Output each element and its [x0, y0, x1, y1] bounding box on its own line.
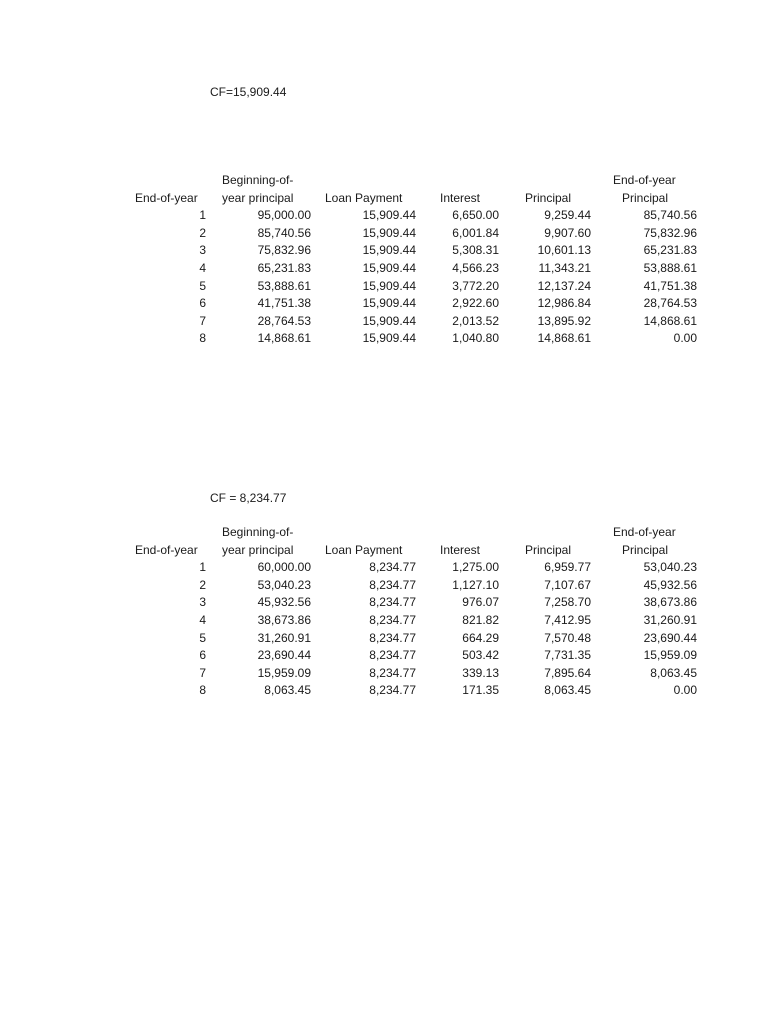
beginning-principal-cell: 53,040.23 — [257, 577, 311, 592]
interest-cell: 664.29 — [462, 630, 499, 645]
end-principal-cell: 41,751.38 — [643, 278, 697, 293]
loan-payment-cell: 8,234.77 — [369, 577, 416, 592]
cf-label-2: CF = 8,234.77 — [210, 491, 287, 505]
interest-cell: 2,013.52 — [452, 313, 499, 328]
loan-payment-cell: 15,909.44 — [362, 313, 416, 328]
header-end-of-year: End-of-year — [135, 190, 198, 205]
loan-payment-cell: 15,909.44 — [362, 225, 416, 240]
year-cell: 8 — [199, 683, 206, 698]
year-cell: 1 — [199, 208, 206, 223]
year-cell: 4 — [199, 261, 206, 275]
interest-cell: 1,040.80 — [452, 331, 499, 346]
end-principal-cell: 14,868.61 — [643, 313, 697, 328]
principal-cell: 7,570.48 — [544, 630, 591, 645]
year-cell: 3 — [199, 243, 206, 258]
principal-cell: 10,601.13 — [537, 243, 591, 258]
header-interest: Interest — [440, 542, 481, 557]
interest-cell: 5,308.31 — [452, 243, 499, 258]
loan-payment-cell: 15,909.44 — [362, 331, 416, 346]
principal-cell: 8,063.45 — [544, 683, 591, 698]
end-principal-cell: 75,832.96 — [643, 225, 697, 240]
year-cell: 4 — [199, 613, 206, 627]
interest-cell: 2,922.60 — [452, 296, 499, 311]
beginning-principal-cell: 85,740.56 — [257, 225, 311, 240]
end-principal-cell: 85,740.56 — [643, 208, 697, 223]
end-principal-cell: 53,888.61 — [643, 261, 697, 275]
cf-label-1: CF=15,909.44 — [210, 85, 287, 99]
interest-cell: 6,650.00 — [452, 208, 499, 223]
interest-cell: 503.42 — [462, 648, 499, 663]
end-principal-cell: 0.00 — [673, 683, 697, 698]
principal-cell: 7,412.95 — [544, 613, 591, 627]
header-end-principal-line2: Principal — [622, 190, 669, 205]
header-end-principal-line1: End-of-year — [613, 525, 676, 539]
loan-payment-cell: 15,909.44 — [362, 296, 416, 311]
year-cell: 6 — [199, 296, 206, 311]
principal-cell: 9,907.60 — [544, 225, 591, 240]
end-principal-cell: 23,690.44 — [643, 630, 697, 645]
year-cell: 1 — [199, 560, 206, 575]
end-principal-cell: 45,932.56 — [643, 577, 697, 592]
end-principal-cell: 38,673.86 — [643, 595, 697, 610]
loan-payment-cell: 15,909.44 — [362, 208, 416, 223]
beginning-principal-cell: 53,888.61 — [257, 278, 311, 293]
year-cell: 5 — [199, 278, 206, 293]
principal-cell: 7,107.67 — [544, 577, 591, 592]
year-cell: 7 — [199, 665, 206, 680]
beginning-principal-cell: 28,764.53 — [257, 313, 311, 328]
beginning-principal-cell: 31,260.91 — [257, 630, 311, 645]
year-cell: 7 — [199, 313, 206, 328]
beginning-principal-cell: 75,832.96 — [257, 243, 311, 258]
end-principal-cell: 53,040.23 — [643, 560, 697, 575]
beginning-principal-cell: 15,959.09 — [257, 665, 311, 680]
beginning-principal-cell: 45,932.56 — [257, 595, 311, 610]
principal-cell: 14,868.61 — [537, 331, 591, 346]
principal-cell: 11,343.21 — [538, 261, 591, 275]
end-principal-cell: 15,959.09 — [643, 648, 697, 663]
header-end-principal-line2: Principal — [622, 542, 669, 557]
header-end-of-year: End-of-year — [135, 542, 198, 557]
interest-cell: 339.13 — [462, 665, 499, 680]
header-beginning-principal-line1: Beginning-of- — [222, 525, 294, 539]
loan-payment-cell: 15,909.44 — [362, 261, 416, 275]
header-principal: Principal — [525, 542, 572, 557]
year-cell: 2 — [199, 225, 206, 240]
loan-payment-cell: 8,234.77 — [369, 595, 416, 610]
interest-cell: 6,001.84 — [452, 225, 499, 240]
end-principal-cell: 8,063.45 — [650, 665, 697, 680]
beginning-principal-cell: 8,063.45 — [264, 683, 311, 698]
end-principal-cell: 0.00 — [673, 331, 697, 346]
year-cell: 3 — [199, 595, 206, 610]
loan-payment-cell: 8,234.77 — [369, 630, 416, 645]
loan-payment-cell: 15,909.44 — [362, 243, 416, 258]
beginning-principal-cell: 23,690.44 — [257, 648, 311, 663]
header-loan-payment: Loan Payment — [325, 190, 403, 205]
loan-payment-cell: 8,234.77 — [369, 665, 416, 680]
principal-cell: 12,986.84 — [537, 296, 591, 311]
beginning-principal-cell: 38,673.86 — [257, 613, 311, 627]
principal-cell: 12,137.24 — [537, 278, 591, 293]
beginning-principal-cell: 65,231.83 — [257, 261, 311, 275]
interest-cell: 1,127.10 — [452, 577, 499, 592]
year-cell: 5 — [199, 630, 206, 645]
principal-cell: 7,258.70 — [544, 595, 591, 610]
interest-cell: 4,566.23 — [452, 261, 499, 275]
beginning-principal-cell: 95,000.00 — [257, 208, 311, 223]
beginning-principal-cell: 41,751.38 — [257, 296, 311, 311]
loan-payment-cell: 8,234.77 — [369, 648, 416, 663]
principal-cell: 6,959.77 — [544, 560, 591, 575]
principal-cell: 9,259.44 — [544, 208, 591, 223]
header-principal: Principal — [525, 190, 572, 205]
header-beginning-principal-line1: Beginning-of- — [222, 173, 294, 187]
principal-cell: 7,895.64 — [544, 665, 591, 680]
end-principal-cell: 31,260.91 — [643, 613, 697, 627]
interest-cell: 821.82 — [462, 613, 499, 627]
loan-payment-cell: 8,234.77 — [369, 683, 416, 698]
header-loan-payment: Loan Payment — [325, 542, 403, 557]
beginning-principal-cell: 60,000.00 — [257, 560, 311, 575]
header-beginning-principal-line2: year principal — [222, 542, 294, 557]
loan-payment-cell: 8,234.77 — [369, 560, 416, 575]
interest-cell: 171.35 — [462, 683, 499, 698]
end-principal-cell: 28,764.53 — [643, 296, 697, 311]
loan-payment-cell: 8,234.77 — [369, 613, 416, 627]
year-cell: 6 — [199, 648, 206, 663]
loan-payment-cell: 15,909.44 — [362, 278, 416, 293]
header-end-principal-line1: End-of-year — [613, 173, 676, 187]
header-interest: Interest — [440, 190, 481, 205]
interest-cell: 3,772.20 — [452, 278, 499, 293]
year-cell: 2 — [199, 577, 206, 592]
end-principal-cell: 65,231.83 — [643, 243, 697, 258]
principal-cell: 13,895.92 — [537, 313, 591, 328]
interest-cell: 1,275.00 — [452, 560, 499, 575]
interest-cell: 976.07 — [462, 595, 499, 610]
principal-cell: 7,731.35 — [544, 648, 591, 663]
header-beginning-principal-line2: year principal — [222, 190, 294, 205]
beginning-principal-cell: 14,868.61 — [257, 331, 311, 346]
year-cell: 8 — [199, 331, 206, 346]
